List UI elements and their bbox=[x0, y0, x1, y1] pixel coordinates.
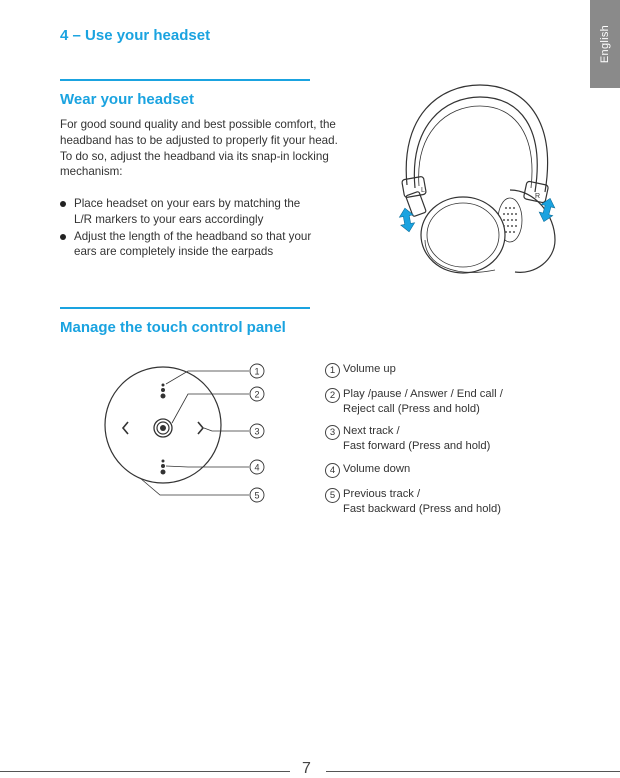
panel-heading: Manage the touch control panel bbox=[60, 319, 286, 336]
bullet-icon bbox=[60, 201, 66, 207]
wear-bullet-2: Adjust the length of the headband so that your ears are completely inside the earpads bbox=[60, 229, 320, 261]
page-number: 7 bbox=[302, 760, 311, 777]
volume-down-icon bbox=[161, 460, 166, 475]
volume-up-icon bbox=[161, 384, 166, 399]
wear-paragraph: For good sound quality and best possible comfort, the headband has to be adjusted to properly fit your head. To do so, adjust the headband via its snap-in locking mechanism: bbox=[60, 118, 338, 179]
wear-heading: Wear your headset bbox=[60, 91, 194, 108]
previous-track-icon bbox=[123, 422, 128, 434]
language-tab bbox=[590, 0, 620, 88]
right-marker: R bbox=[535, 193, 541, 200]
footer-divider-right bbox=[326, 771, 620, 772]
headset-illustration bbox=[385, 80, 570, 280]
language-tab-label: English bbox=[599, 24, 611, 64]
callout-3: 3 bbox=[254, 426, 260, 437]
wear-bullet-1: Place headset on your ears by matching the L/R markers to your ears accordingly bbox=[60, 196, 320, 228]
wear-divider bbox=[60, 79, 310, 81]
callout-5: 5 bbox=[254, 490, 260, 501]
next-track-icon bbox=[198, 422, 203, 434]
panel-divider bbox=[60, 307, 310, 309]
play-pause-button-icon bbox=[154, 419, 172, 437]
left-marker: L bbox=[421, 187, 425, 194]
section-title: 4 – Use your headset bbox=[60, 27, 211, 44]
callout-2: 2 bbox=[254, 389, 260, 400]
bullet-icon bbox=[60, 234, 66, 240]
wear-bullet-list bbox=[60, 196, 320, 261]
callout-4: 4 bbox=[254, 462, 260, 473]
callout-1: 1 bbox=[254, 366, 260, 377]
footer-divider-left bbox=[0, 771, 290, 772]
touch-panel-diagram bbox=[100, 360, 280, 510]
